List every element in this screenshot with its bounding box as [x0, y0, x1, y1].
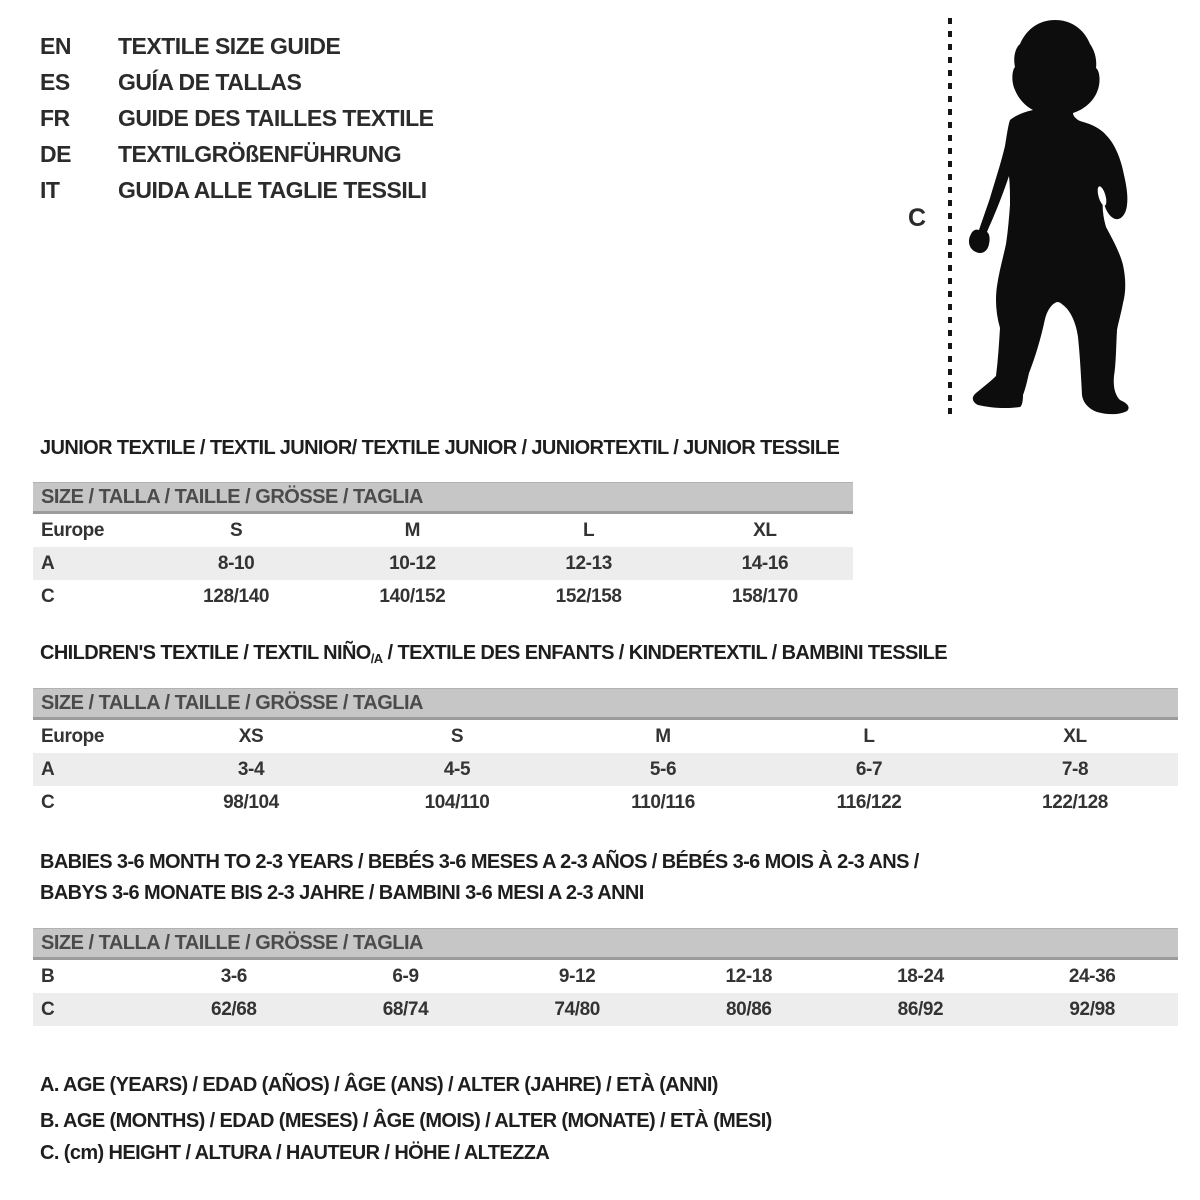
size-cell: L [863, 725, 875, 747]
table-row [33, 960, 1178, 993]
row-label: C [41, 998, 55, 1020]
legend-line-c: C. (cm) HEIGHT / ALTURA / HAUTEUR / HÖHE / ALTEZZA [40, 1142, 550, 1164]
toddler-silhouette-icon [968, 18, 1133, 418]
size-cell: 6-7 [855, 758, 883, 780]
babies-title-line2: BABYS 3-6 MONATE BIS 2-3 JAHRE / BAMBINI 3-6 MESI A 2-3 ANNI [40, 882, 644, 904]
children-title-pre: CHILDREN'S TEXTILE / TEXTIL NIÑO [40, 642, 371, 664]
size-cell: 62/68 [211, 998, 257, 1020]
size-cell: 158/170 [731, 585, 798, 607]
babies-size-table [33, 928, 1178, 1026]
size-header-bar: SIZE / TALLA / TAILLE / GRÖSSE / TAGLIA [33, 928, 1178, 960]
height-figure [900, 0, 1200, 440]
size-cell: 14-16 [741, 552, 789, 574]
size-cell: 74/80 [554, 998, 600, 1020]
row-label: B [41, 965, 55, 987]
row-label: C [41, 791, 55, 813]
language-row [40, 64, 434, 100]
size-cell: S [450, 725, 464, 747]
size-cell: 104/110 [424, 791, 490, 813]
junior-size-table [33, 482, 853, 613]
size-cell: 3-6 [220, 965, 247, 987]
size-table [33, 720, 1178, 819]
size-cell: 122/128 [1042, 791, 1108, 813]
language-code: FR [40, 104, 70, 131]
row-label: Europe [41, 725, 105, 747]
size-cell: 5-6 [649, 758, 677, 780]
language-row [40, 100, 434, 136]
size-cell: 12-18 [725, 965, 773, 987]
size-cell: L [583, 519, 595, 541]
language-label: TEXTILGRÖßENFÜHRUNG [118, 140, 402, 167]
size-cell: 9-12 [558, 965, 596, 987]
size-cell: 68/74 [382, 998, 429, 1020]
table-row [33, 753, 1178, 786]
children-title-post: / TEXTILE DES ENFANTS / KINDERTEXTIL / BAMBINI TESSILE [382, 642, 948, 664]
height-measure-label: C [908, 204, 927, 232]
size-cell: 10-12 [389, 552, 436, 574]
table-row [33, 720, 1178, 753]
babies-title-line1: BABIES 3-6 MONTH TO 2-3 YEARS / BEBÉS 3-6 MESES A 2-3 AÑOS / BÉBÉS 3-6 MOIS À 2-3 ANS / [40, 851, 919, 873]
language-code: EN [40, 32, 71, 59]
size-cell: 110/116 [631, 791, 695, 813]
size-cell: M [655, 725, 671, 747]
height-measure-dotted-line [948, 18, 952, 415]
language-code: ES [40, 68, 70, 95]
size-header-bar: SIZE / TALLA / TAILLE / GRÖSSE / TAGLIA [33, 482, 853, 514]
size-header-bar: SIZE / TALLA / TAILLE / GRÖSSE / TAGLIA [33, 688, 1178, 720]
size-cell: 8-10 [217, 552, 255, 574]
size-cell: 80/86 [726, 998, 772, 1020]
size-cell: 12-13 [565, 552, 612, 574]
children-title-sub: /A [370, 651, 383, 666]
size-cell: S [229, 519, 243, 541]
language-list [40, 28, 434, 208]
size-cell: 6-9 [392, 965, 419, 987]
size-cell: 116/122 [836, 791, 902, 813]
size-cell: 3-4 [237, 758, 265, 780]
section-title-babies [40, 847, 919, 909]
language-label: TEXTILE SIZE GUIDE [118, 32, 341, 59]
row-label: C [41, 585, 55, 607]
table-row [33, 993, 1178, 1026]
table-row [33, 547, 853, 580]
row-label: A [41, 552, 55, 574]
size-cell: 4-5 [443, 758, 471, 780]
table-row [33, 514, 853, 547]
language-code: DE [40, 140, 71, 167]
size-cell: 152/158 [555, 585, 622, 607]
size-cell: XL [1063, 725, 1087, 747]
language-row [40, 172, 434, 208]
legend-line-b: B. AGE (MONTHS) / EDAD (MESES) / ÂGE (MOIS) / ALTER (MONATE) / ETÀ (MESI) [40, 1110, 772, 1132]
size-cell: XL [753, 519, 777, 541]
section-title-children [40, 638, 947, 674]
section-title-junior: JUNIOR TEXTILE / TEXTIL JUNIOR/ TEXTILE JUNIOR / JUNIORTEXTIL / JUNIOR TESSILE [40, 437, 840, 459]
size-cell: 86/92 [897, 998, 944, 1020]
size-cell: 24-36 [1068, 965, 1116, 987]
language-label: GUÍA DE TALLAS [118, 68, 302, 95]
size-table [33, 960, 1178, 1026]
size-cell: 92/98 [1069, 998, 1115, 1020]
row-label: A [41, 758, 55, 780]
size-cell: XS [238, 725, 264, 747]
size-cell: 128/140 [203, 585, 270, 607]
children-size-table [33, 688, 1178, 819]
size-cell: 98/104 [223, 791, 279, 813]
legend-line-a: A. AGE (YEARS) / EDAD (AÑOS) / ÂGE (ANS) / ALTER (JAHRE) / ETÀ (ANNI) [40, 1074, 718, 1096]
row-label: Europe [41, 519, 105, 541]
size-cell: M [404, 519, 421, 541]
language-row [40, 28, 434, 64]
size-table [33, 514, 853, 613]
size-cell: 7-8 [1061, 758, 1089, 780]
language-label: GUIDA ALLE TAGLIE TESSILI [118, 176, 427, 203]
language-code: IT [40, 176, 60, 203]
language-label: GUIDE DES TAILLES TEXTILE [118, 104, 434, 131]
size-cell: 140/152 [379, 585, 446, 607]
size-cell: 18-24 [897, 965, 944, 987]
language-row [40, 136, 434, 172]
table-row [33, 580, 853, 613]
table-row [33, 786, 1178, 819]
